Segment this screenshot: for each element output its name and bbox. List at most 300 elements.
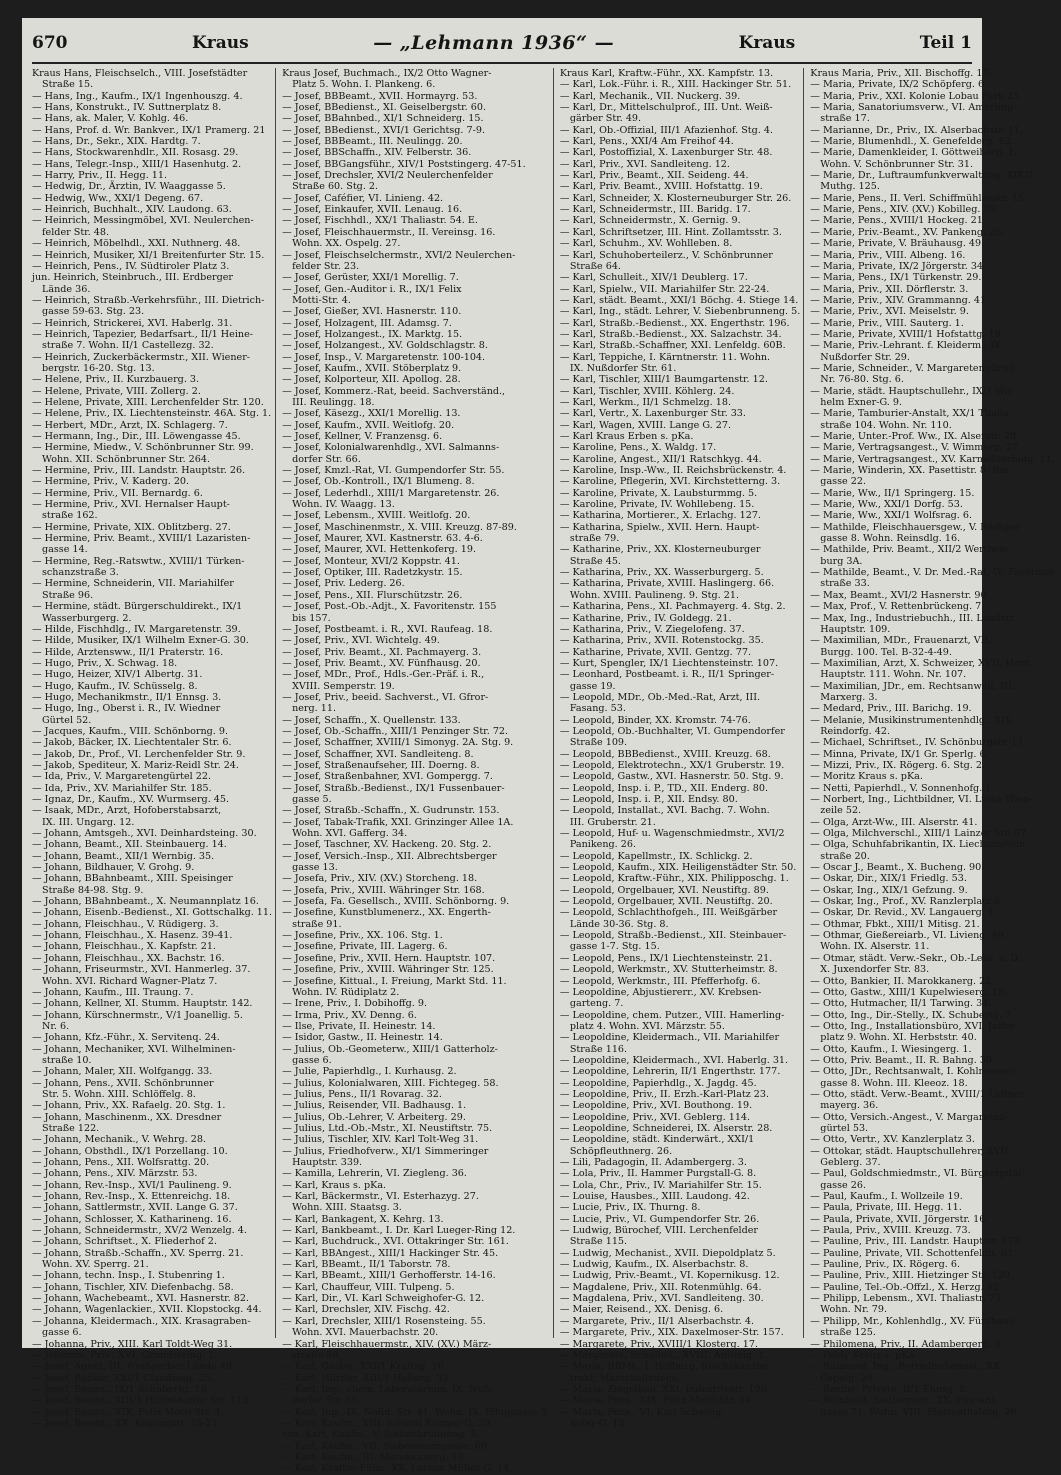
directory-entry: — Josef, BBahnbed., XI/1 Schneiderg. 15. [282,113,484,125]
directory-entry: — Julius, Reisender, VII. Badhausg. 1. [282,1100,467,1112]
directory-entry: — Karl, Bäckermstr., VI. Esterhazyg. 27. [282,1191,479,1203]
directory-entry: — Leopoldine, Priv., XVI. Geblerg. 114. [559,1111,751,1123]
directory-entry: — Karoline, Private, IV. Wohllebeng. 15. [559,499,755,511]
directory-entry: — Leopold, Installat., XVI. Bachg. 7. Wohn. [559,805,770,817]
directory-entry: — Otto, Vertr., XV. Kanzlerplatz 3. [810,1134,975,1146]
directory-entry: Geblerg. 37. [820,1157,881,1168]
directory-entry: — Marie, Tamburier-Anstalt, XX/1 Thalia- [810,408,1012,420]
directory-entry: — Josef, Monteur, XVI/2 Koppstr. 41. [282,555,460,567]
directory-entry: — Minna, Private, IX/1 Gr. Sperlg. 6. [810,748,989,760]
directory-entry: — Magdalene, Priv., XII. Rotenmühlg. 64. [559,1281,762,1293]
directory-entry: — Karl, Kraus s. pKa. [282,1179,387,1191]
directory-entry: — Josef, Holzangest., XV. Goldschlagstr. 8. [282,340,488,352]
directory-entry: — Otto, städt. Verw.-Beamt., XVIII/1 Leitner- [810,1088,1028,1100]
directory-entry: — Johann, BBahnbeamt., XIII. Speisinger [32,873,233,885]
directory-entry: — Hermine, Miedw., V. Schönbrunner Str. 99. [32,442,254,454]
directory-entry: — Hilde, Fischhdlg., IV. Margaretenstr. 39. [32,623,241,635]
directory-entry: — Marie, Unter.-Prof. Ww., IX. Alserstr. 28. [810,431,1020,442]
directory-entry: — Leopold, Huf- u. Wagenschmiedmstr., XVI/2 [559,828,785,840]
directory-entry: Straße 116. [569,1043,628,1055]
directory-entry: — Hermine, Priv., XVI. Hernalser Haupt- [32,499,230,511]
directory-columns [32,68,1058,1475]
directory-entry: — Isaak, MDr., Arzt, Hofoberstabsarzt, [32,805,222,817]
directory-entry: Wohn. XVI. Mauerbachstr. 20. [292,1327,439,1339]
directory-entry: — Otto, Bankier, II. Marokkanerg. 22. [810,975,995,987]
directory-entry: — Louise, Hausbes., XIII. Laudong. 42. [559,1191,750,1203]
directory-entry: — Hans, ak. Maler, V. Kohlg. 46. [32,113,189,125]
directory-entry: — Leopold, Binder, XX. Kromstr. 74-76. [559,714,751,726]
directory-entry: — Ludwig, Mechanist., XVII. Diepoldplatz 5. [559,1247,776,1259]
directory-entry: — Josef, Straßenaufseher, III. Doerng. 8. [282,759,480,771]
directory-entry: — Josef, Gerüster, XXI/1 Morellig. 7. [282,272,459,284]
directory-entry: Burgg. 100. Tel. B-32-4-49. [820,646,952,658]
directory-entry: Straße 122. [42,1122,100,1134]
directory-entry: — Leopoldine, Kleidermach., VII. Mariahilfer [559,1032,780,1044]
directory-entry: — Leopold, MDr., Ob.-Med.-Rat, Arzt, III. [559,691,761,703]
directory-entry: gasse 22. [820,476,866,488]
directory-entry: — Mathilde, Fleischhauersgew., V. Rüdiger- [810,521,1023,533]
directory-entry: — Josefa, Priv., XVIII. Währinger Str. 168. [282,884,485,896]
directory-entry: — Karoline, Pens., X. Waldg. 17. [559,442,717,454]
directory-entry: Straße 45. [569,555,621,567]
directory-entry: Wohn. XVIII. Paulineng. 9. Stg. 21. [569,589,739,601]
directory-entry: — Karoline, Angest., XII/1 Ratschkyg. 44. [559,453,762,465]
directory-entry: — Paula, Private, III. Hegg. 11. [810,1202,962,1214]
directory-entry: — Josef, Schaffner, XVI. Sandleiteng. 8. [282,748,474,760]
directory-entry: — Paul, Goldschmiedmstr., VI. Bürgerspital- [810,1168,1025,1180]
directory-entry: — Karl, BBAngest., XIII/1 Hackinger Str. 45. [282,1247,499,1259]
directory-entry: Wohn. XIII. Staatsg. 3. [292,1202,402,1214]
directory-entry: — Julius, Ltd.-Ob.-Mstr., XI. Neustiftstr. 75. [282,1122,493,1134]
directory-entry: Wohn. IV. Waagg. 13. [292,499,395,511]
directory-entry: Wohn. V. Schönbrunner Str. 31. [820,158,974,170]
directory-entry: — Karl, Wagen, XVIII. Lange G. 27. [559,419,732,431]
directory-entry: — Josef, Maurer, XVI. Hettenkoferg. 19. [282,544,477,556]
directory-entry: — Leopold, Orgelbauer, XVI. Neustiftg. 89. [559,884,769,896]
directory-entry: — Johann, Schlosser, X. Katharineng. 16. [32,1213,232,1225]
directory-entry: — Leopold, Werkmstr., XV. Stutterheimstr. 8. [559,964,778,976]
directory-entry: — Johann, techn. Insp., I. Stubenring 1. [32,1270,225,1282]
directory-entry: — Johann, Friseurmstr., XVI. Hanmerleg. 37. [32,964,251,976]
directory-entry: — Josef, Kolonialwarenhdlg., XVI. Salmanns- [282,442,500,454]
directory-entry: — Karl, Drechsler, XIII/1 Rosensteing. 55. [282,1315,486,1327]
directory-entry: Kraus Karl, Kraftw.-Führ., XX. Kampfstr. 13. [559,68,774,79]
directory-entry: Gürtel 52. [42,714,92,726]
directory-entry: — Josef, Taschner, XV. Hackeng. 20. Stg. 2. [282,839,492,851]
directory-entry: — Karl, Priv., Beamt., XII. Seideng. 44. [559,170,749,182]
directory-entry: — Johann, Mechaniker, XVI. Wilhelminen- [32,1043,236,1055]
directory-entry: — Josef, Agent, III. Weißgerber Lände 40. [32,1361,236,1373]
directory-entry: — Johann, Bildhauer, V. Grohg. 9. [32,862,195,874]
directory-entry: — Marie, Pens., II. Verl. Schiffmühlenstr. 15. [810,192,1028,204]
directory-entry: — Josef, Schaffn., X. Quellenstr. 133. [282,714,461,726]
directory-entry: — Josef, Caféfier, VI. Linieng. 42. [282,192,444,204]
directory-entry: — Leopoldine, Priv., II. Erzh.-Karl-Platz 23. [559,1088,770,1100]
directory-entry: schanzstraße 3. [42,567,119,579]
directory-entry: — Josef, MDr., Prof., Hdls.-Ger.-Präf. i. R., [282,669,485,681]
directory-entry: — Marie, Private, V. Bräuhausg. 49. [810,238,985,250]
directory-entry: Straße 60. Stg. 2. [292,181,379,193]
directory-entry: — Oskar, Ing., XIX/1 Gefzung. 9. [810,884,968,896]
directory-entry: — Marie, Ww., XXI/1 Wolfsrag. 6. [810,510,973,522]
directory-entry: — Karl, Spielw., VII. Mariahilfer Str. 22-24. [559,283,770,295]
directory-entry: straße 58. [292,1349,342,1361]
directory-entry: — Julie, Papierhdlg., I. Kurhausg. 2. [282,1066,457,1078]
directory-entry: — Josef, Beamt., XX. Kolpingstr. 15-21. [32,1417,221,1429]
directory-entry: gasse 26. [820,1179,866,1191]
directory-entry: — Hermine, Private, XIX. Oblitzberg. 27. [32,521,231,533]
directory-entry: — Josef, Gießer, XVI. Hasnerstr. 110. [282,306,462,318]
directory-entry: mayerg. 36. [820,1100,879,1112]
directory-entry: — Karl, Priv. Beamt., XVIII. Hofstattg. 19. [559,181,763,193]
directory-entry: — Karl, Straßb.-Bedienst., XX. Salzachstr. 34. [559,328,782,340]
directory-entry: — Otto, Versich.-Angest., V. Margareten- [810,1111,1008,1123]
directory-entry: — Karl, Dir., VI. Karl Schweighofer-G. 12. [282,1293,485,1305]
directory-entry: — Hermine, Priv. Beamt., XVIII/1 Lazaristen- [32,533,251,545]
directory-entry: — Johann, Beamt., XII/1 Wernbig. 35. [32,850,215,862]
directory-entry: — Johann, Wagenlackier., XVII. Klopstockg. 44. [32,1304,262,1316]
directory-entry: — Helene, Private, VIII. Zollerg. 2. [32,385,201,397]
directory-entry: — Julius, Pens., II/1 Rovarag. 32. [282,1088,442,1100]
directory-entry: — Ludwig, Bürochef, VIII. Lerchenfelder [559,1225,758,1237]
directory-entry: — Karl, Bankagent, X. Kehrg. 13. [282,1213,444,1225]
directory-entry: gasse 59-63. Stg. 23. [42,306,145,318]
directory-entry: — Josef, Kaufm., XVII. Weitlofg. 20. [282,419,455,431]
directory-entry: helm Exner-G. 9. [820,396,903,408]
directory-entry: — Maria, Priv., XII. Dörflerstr. 3. [810,283,969,295]
column-2 [282,68,554,1475]
directory-entry: Hauptstr. 111. Wohn. Nr. 107. [820,669,967,681]
directory-entry: — Johann, Kürschnermstr., V/1 Joanellig. 5. [32,1009,243,1021]
directory-entry: — Johann, Tischler, XIV. Diefenbachg. 58. [32,1281,234,1293]
part-label: Teil 1 [919,33,972,53]
directory-entry: gasse 6. [292,1054,332,1066]
directory-entry: — Marie, Schneider., V. Margaretengürtel [810,362,1015,374]
directory-entry: — Josef, Drechsler, XVI/2 Neulerchenfelder [282,170,493,182]
directory-entry: — Leopold, Kapellmstr., IX. Schlickg. 2. [559,850,753,862]
directory-entry: — Heinrich, Messingmöbel, XVI. Neulerchen- [32,215,254,227]
directory-entry: — Marie, Ww., II/1 Springerg. 15. [810,487,975,499]
directory-entry: — Leopold, Gastw., XVI. Hasnerstr. 50. Stg. 9. [559,771,784,783]
directory-entry: — Johanna, Priv., XVI. Grundsteing. 1. [32,1349,218,1361]
directory-entry: — Pauline, Tel.-Ob.-Offzl., X. Herzg. 82. [810,1281,1003,1293]
directory-entry: — Leopold, Insp. i. P., TD., XII. Enderg. 80. [559,782,769,794]
directory-entry: — Josef, Straßb.-Schaffn., X. Gudrunstr. 153. [282,805,500,817]
directory-entry: — Maria, Private, IX/2 Schöpferg. 6. [810,79,988,91]
directory-entry: — Marie, Priv., XIV. Grammanng. 41. [810,294,990,306]
directory-entry: — Marie, Blumenhdl., X. Genefelderg. 62. [810,136,1015,148]
directory-entry: — Josef, Beamt., XIII/1 Hütteldorfer Str. 113. [32,1395,252,1407]
directory-entry: dorfer Str. 66. [292,453,361,465]
directory-entry: — Josef, Fischhdl., XX/1 Thaliastr. 54. E. [282,215,478,227]
directory-entry: — Johann, Schneidermstr., XV/2 Wenzelg. 4. [32,1225,247,1237]
directory-entry: straße 17. [820,113,870,125]
directory-entry: — Jakob, Dr., Prof., VI. Lerchenfelder Str. 9. [32,748,246,760]
directory-entry: — Karl, Schuhoberteilerz., V. Schönbrunner [559,249,773,261]
directory-entry: Straße 64. [569,260,621,272]
directory-entry: bis 157. [292,612,331,624]
directory-entry: Muthg. 125. [820,181,880,193]
directory-entry: — Paul, Kaufm., I. Wollzeile 19. [810,1191,963,1203]
directory-entry: — Katharina, Pens., XI. Pachmayerg. 4. Stg. 2. [559,601,786,613]
directory-entry: — Olga, Milchverschl., XIII/1 Lainzer Str. 87. [810,828,1030,840]
directory-entry: — Moritz Kraus s. pKa. [810,771,923,783]
directory-entry: — Maximilian, MDr., Frauenarzt, VII. [810,635,992,647]
directory-entry: — Karl, Postoffizial, X. Laxenburger Str. 48. [559,147,773,159]
directory-entry: — Ignaz, Dr., Kaufm., XV. Wurmserg. 45. [32,794,230,805]
directory-entry: — Karl, Straßb.-Schaffner, XXI. Lenfeldg. 60B. [559,340,786,352]
directory-entry: — Lili, Padagogin, II. Adambergerg. 3. [559,1157,747,1168]
directory-entry: hofer-G. 12. [569,1417,628,1429]
directory-entry: — Karl, Kaufm., XIII. Eduard Klinger-G. 20. [282,1417,494,1429]
directory-title: — „Lehmann 1936“ — [373,32,615,54]
directory-entry: — Josef, Käsezg., XXI/1 Morellig. 13. [282,408,461,420]
directory-entry: — Karl, Kaufm., III. Marokkanerg. 10. [282,1451,467,1463]
directory-entry: — Pauline, Priv., XIII. Hietzinger Str. 120. [810,1270,1013,1282]
directory-entry: — Leopold, Ob.-Buchhalter, VI. Gumpendorfer [559,725,785,737]
directory-entry: — Julius, Kolonialwaren, XIII. Fichtegeg. 58. [282,1077,499,1089]
directory-entry: — Philipp, Lebensm., XVI. Thaliastr. 75. [810,1293,1004,1305]
directory-entry: — Mizzi, Priv., IX. Rögerg. 6. Stg. 2. [810,759,986,771]
directory-entry: felder Str. 48. [42,226,110,238]
directory-entry: — Hans, Konstrukt., IV. Suttnerplatz 8. [32,102,222,114]
directory-entry: — Karoline, Pflegerin, XVI. Kirchstetterng. 3. [559,476,781,488]
directory-entry: garteng. 7. [569,998,624,1010]
right-running-head: Kraus [738,33,796,53]
directory-entry: — Hermine, Schneiderin, VII. Mariahilfer [32,578,234,590]
directory-entry: — Josef, Einkaufer, XVII. Lenaug. 16. [282,204,463,216]
directory-entry: straße 79. [569,533,620,545]
directory-entry: — Karl, Drechsler, XIV. Fischg. 42. [282,1304,450,1316]
directory-entry: — Josefine, Priv., XVII. Hern. Hauptstr. 107. [282,952,496,964]
directory-entry: — Harry, Priv., II. Hegg. 11. [32,170,168,182]
directory-entry: — Johann, Schriftset., X. Fliederhof 2. [32,1236,217,1248]
column-4 [810,68,1060,1418]
directory-entry: — Josef, Lebensm., XVIII. Weitlofg. 20. [282,510,471,522]
directory-entry: straße 20. [820,850,870,862]
directory-entry: — Karl, Chauffeur, VIII. Tulpeng. 5. [282,1281,455,1293]
directory-entry: gasse 1-7. Stg. 15. [569,941,660,953]
directory-entry: — Josef, Gen.-Auditor i. R., IX/1 Felix [282,283,462,295]
directory-entry: Nr. 6. [42,1020,70,1032]
directory-entry: — Otto, JDr., Rechtsanwalt, I. Kohlmesser- [810,1066,1017,1078]
directory-entry: — Johann, Sattlermstr., XVII. Lange G. 37. [32,1202,238,1214]
directory-entry: — Paula, Priv., XVIII. Kreuzg. 73. [810,1225,971,1237]
directory-entry: — Karl, Lok.-Führ. i. R., XIII. Hackinger Str. 51. [559,79,792,91]
directory-entry: — Olga, Arzt-Ww., III. Alserstr. 41. [810,816,978,828]
directory-entry: — Otto, Priv. Beamt., II. R. Bahng. 30. [810,1054,996,1066]
directory-entry: — Otto, Ing., Installationsbüro, XVI. Joffer- [810,1020,1019,1032]
directory-entry: — Leopold, Schlachthofgeh., III. Weißgärber [559,907,778,919]
directory-entry: — Lucie, Priv., VI. Gumpendorfer Str. 26. [559,1213,760,1225]
directory-entry: gasse 6. [42,1327,82,1339]
directory-entry: — Marie, städt. Hauptschullehr., IX/1 Wil- [810,385,1015,397]
directory-entry: — Johann, Kaufm., III. Traung. 7. [32,986,194,998]
directory-entry: straße 125. [820,1327,876,1339]
directory-entry: — Heinrich, Möbelhdl., XXI. Nuthnerg. 48. [32,238,241,250]
directory-entry: — Ludwig, Kaufm., IX. Alserbachstr. 8. [559,1259,749,1271]
directory-entry: — Johann, Fleischhau., V. Rüdigerg. 3. [32,918,219,930]
directory-entry: — Josef, Priv., beeid. Sachverst., VI. Gfror- [282,691,489,703]
directory-entry: III. Gruberstr. 21. [569,816,656,828]
directory-entry: — Max, Prof., V. Rettenbrückeng. 7. [810,601,985,613]
directory-entry: — Ida, Priv., V. Margaretengürtel 22. [32,771,212,783]
directory-entry: — Hedwig, Ww., XXI/1 Degeng. 67. [32,192,204,204]
directory-entry: — Rezine, Private, II/1 Ennsg. 5. [810,1383,969,1395]
directory-entry: — Poldy Kraus s. pKa. [810,1349,918,1361]
directory-entry: — Hugo, Heizer, XIV/1 Albertg. 31. [32,669,203,681]
directory-entry: jun. Heinrich, Steinbruch., III. Erdberger [32,272,233,284]
directory-entry: — Leopold, Insp. i. P., XII. Endsy. 80. [559,794,738,805]
directory-entry: — Johann, Mechanik., V. Wehrg. 28. [32,1134,206,1146]
directory-entry: — Leopold, Pens., IX/1 Liechtensteinstr. 21. [559,952,773,964]
directory-entry: Kraus Maria, Priv., XII. Bischoffg. 17. [810,68,992,79]
directory-entry: — Karl, Dr., Mittelschulprof., III. Unt. Weiß- [559,102,773,114]
directory-entry: — Margarete, Priv., II/1 Alserbachstr. 4. [559,1315,755,1327]
directory-entry: — Josef, Holzagent, III. Adamsg. 7. [282,317,452,329]
directory-entry: — Josef, Tabak-Trafik, XXI. Grinzinger Allee 1A. [282,816,514,828]
directory-entry: — Johann, Pens., XII. Wolfsrattg. 20. [32,1157,210,1168]
directory-entry: — Oskar, Dir., XIX/1 Friedlg. 53. [810,873,967,885]
directory-entry: — Kamilla, Lehrerin, VI. Ziegleng. 36. [282,1168,467,1180]
directory-entry: — Karoline, Private, X. Laubsturmmg. 5. [559,487,758,499]
directory-entry: — Karl, Hürtler, XIII/1 Hollerg. 33. [282,1372,452,1384]
directory-entry: Wohn. IV. Rüdiplatz 2. [292,986,400,998]
directory-entry: Kraus Hans, Fleischselch., VIII. Josefstädter [32,68,248,79]
directory-entry: — Irene, Priv., I. Dobihoffg. 9. [282,998,428,1010]
directory-entry: — Max, Ing., Industriebuchh., III. Landstr. [810,612,1017,624]
directory-entry: — Hugo, Kaufm., IV. Schüsselg. 8. [32,680,198,692]
directory-entry: — Johann, Pens., XIV. Märzstr. 53. [32,1168,198,1180]
directory-entry: straße 162. [42,510,98,522]
directory-entry: — Hermine, Priv., V. Kaderg. 20. [32,476,190,488]
directory-entry: — Maria, Pens., XIX. Felix Motti-Str. 14. [559,1395,755,1407]
directory-entry: — Johanna, Priv., XIII. Karl Toldt-Weg 31. [32,1338,233,1350]
directory-entry: — Karl Kraus Erben s. pKa. [559,431,694,442]
directory-entry: — Othmar, Gießereiarb., VI. Livieng. 49. [810,930,1007,942]
directory-entry: — Katharine, Priv., IV. Goldegg. 21. [559,612,732,624]
directory-entry: Straße 115. [569,1236,628,1248]
directory-entry: — Marie, Priv.-Beamt., XV. Pankeng. 26. [810,226,1005,238]
directory-entry: — Katharina, Mortierer., X. Erlachg. 127. [559,510,761,522]
directory-page [22,18,1058,1475]
directory-entry: — Olga, Schuhfabrikantin, IX. Liechtenstein- [810,839,1029,851]
directory-entry: — Josefine, Kunstblumenerz., XX. Engerth- [282,907,491,919]
directory-entry: — Marie, Pens., XIV. (XV.) Kobilleg. 39. [810,204,999,216]
directory-entry: — Johann, Pens., XVII. Schönbrunner [32,1077,214,1089]
directory-entry: trakt, Marschallstiege. [569,1372,681,1384]
directory-entry: Wohn. XVI. Richard Wagner-Platz 7. [42,975,218,987]
directory-entry: — Leopoldine, Lehrerin, II/1 Engerthstr. 177. [559,1066,781,1078]
directory-entry: — Leonhard, Postbeamt. i. R., II/1 Springer- [559,669,775,681]
directory-entry: — Pauline, Priv., IX. Rögerg. 6. [810,1259,961,1271]
directory-entry: — Hermann, Ing., Dir., III. Löwengasse 45. [32,431,241,442]
directory-entry: — Marie, Damenkleider, I. Göttweiherg. 1. [810,147,1018,159]
directory-entry: — Hermine, städt. Bürgerschuldirekt., IX/1 [32,601,243,613]
directory-entry: — Josef, Kmzl.-Rat, VI. Gumpendorfer Str. 55. [282,465,505,477]
directory-entry: — Otto, Kaufm., I. Wiesingerg. 1. [810,1043,972,1055]
directory-entry: Wohn. XVI. Gafferg. 34. [292,828,408,840]
directory-entry: — Karl, Priv., XVI. Sandleiteng. 12. [559,158,730,170]
directory-entry: straße 33. [820,578,870,590]
directory-entry: — Marie, Pens., XVIII/1 Hockeg. 21. [810,215,986,227]
directory-entry: — Maier, Reisend., XX. Denisg. 6. [559,1304,724,1316]
directory-entry: — Josef, Priv., XVI. Wichtelg. 49. [282,635,440,647]
directory-entry: Wohn. XX. Ospelg. 27. [292,238,401,250]
left-running-head: Kraus [192,33,249,53]
directory-entry: — Josefine, Kittual., I. Freiung, Markt Std. 11. [282,975,507,987]
directory-entry: — Leopold, Orgelbauer, XVII. Neustiftg. 20. [559,896,773,908]
directory-entry: — Kurt, Spengler, IX/1 Liechtensteinstr. 107. [559,657,779,669]
directory-entry: — Johann, Fleischhau., X. Kapfstr. 21. [32,941,216,953]
directory-entry: — Leopoldine, Abjustiererr., XV. Krebsen- [559,986,762,998]
directory-entry: — Karl, Kaufm., VII. Siebensterngasse. 60. [282,1440,491,1452]
directory-entry: — Katharina, Spielw., XVII. Hern. Haupt- [559,521,760,533]
directory-entry: — Ludwig, Priv.-Beamt., VI. Kopernikusg. 12. [559,1270,780,1282]
directory-entry: — Leopold, Straßb.-Bedienst., XII. Steinbauer- [559,930,787,942]
directory-entry: — Johann, BBahnbeamt., X. Neumannplatz 16. [32,896,259,908]
directory-entry: — Margarete, Priv., XVIII/1 Klosterg. 17. [559,1338,758,1350]
directory-entry: — Hans, Stockwarenhdlr., XII. Rosasg. 29. [32,147,239,159]
directory-entry: Straße 96. [42,589,94,601]
directory-entry: — Karl, Buchdruck., XVI. Ottakringer Str. 161. [282,1236,509,1248]
directory-entry: — Hugo, Priv., X. Schwag. 18. [32,657,178,669]
directory-entry: — Marie, Priv., VIII. Sauterg. 1. [810,317,964,329]
directory-entry: — Melanie, Musikinstrumentenhdlg., XIV. [810,714,1014,726]
directory-entry: Wohn. XII. Schönbrunner Str. 264. [42,453,211,465]
directory-entry: — Hilde, Musiker, IX/1 Wilhelm Exner-G. 30. [32,635,249,647]
directory-entry: — Karl, Fleischhauermstr., XIV. (XV.) März- [282,1338,492,1350]
directory-entry: Lände 36. [42,283,91,295]
directory-entry: — Marie, Vertragsangest., V. Wimmerg. 27. [810,442,1022,454]
directory-entry: — Josef, Priv. Lederg. 26. [282,578,405,590]
directory-entry: — Hugo, Mechanikmstr., II/1 Ennsg. 3. [32,691,222,703]
directory-entry: — Netti, Papierhdl., V. Sonnenhofg. 1. [810,782,995,794]
directory-entry: — Marie, Private, XVIII/1 Hofstattg. 19. [810,328,1004,340]
directory-entry: — Hans, Ing., Kaufm., IX/1 Ingenhouszg. 4. [32,90,243,102]
directory-entry: — Leopoldine, städt. Kinderwärt., XXI/1 [559,1134,755,1146]
directory-entry: Nußdorfer Str. 29. [820,351,910,363]
directory-entry: — Johann, Rev.-Insp., XVI/1 Paulineng. 9. [32,1179,232,1191]
directory-entry: — Maria, Pens., VI. Karl Schweig- [559,1406,725,1418]
directory-entry: — Medard, Priv., III. Barichg. 19. [810,703,972,715]
directory-entry: — Josef, Pens., XII. Flurschützstr. 26. [282,589,463,601]
directory-entry: — Josefine, Priv., XX. 106. Stg. 1. [282,930,443,942]
directory-entry: felder Str. 23. [292,260,360,272]
directory-entry: — Isidor, Gastw., II. Heinestr. 14. [282,1032,443,1044]
directory-entry: — Johann, Straßb.-Schaffn., XV. Sperrg. 21. [32,1247,244,1259]
directory-entry: — Karl, Schuhm., XV. Wohlleben. 8. [559,238,733,250]
directory-entry: — Maria, Sanatoriumsverw., VI. Amerling- [810,102,1017,114]
directory-entry: Straße 109. [569,737,628,749]
directory-entry: Hauptstr. 109. [820,623,891,635]
directory-entry: straße 91. [292,918,342,930]
directory-entry: zeile 52. [820,805,862,817]
directory-entry: — Reinhold, Sattlermstr., XX. Floriani- [810,1395,998,1407]
directory-entry: — Katharina, Private, XVIII. Haslingerg. 66. [559,578,775,590]
directory-entry: — Johanna, Kleidermach., XIX. Krasagraben- [32,1315,251,1327]
directory-entry: — Maria, Private, IX/2 Jörgerstr. 34. [810,260,987,272]
directory-entry: — Josef, BBBeamt., III. Neulingg. 20. [282,136,463,148]
directory-entry: — Heinrich, Straßb.-Verkehrsführ., III. Dietrich- [32,294,265,306]
directory-entry: — Katharine, Private, XVII. Gentzg. 77. [559,646,751,658]
directory-entry: — Johann, Wachebeamt., XVI. Hasnerstr. 82. [32,1293,250,1305]
directory-entry: — Josef, Ob.-Kontroll., IX/1 Blumeng. 8. [282,476,475,488]
directory-entry: — Karl, Mechanik., VII. Nuckerg. 39. [559,90,741,102]
directory-entry: — Oskar, Dr. Revid., XV. Langauerg. 1. [810,907,998,919]
directory-entry: — Maria, Pens., IX/1 Türkenstr. 29. [810,272,982,284]
directory-entry: — Maria, Priv., VIII. Albeng. 16. [810,249,966,261]
